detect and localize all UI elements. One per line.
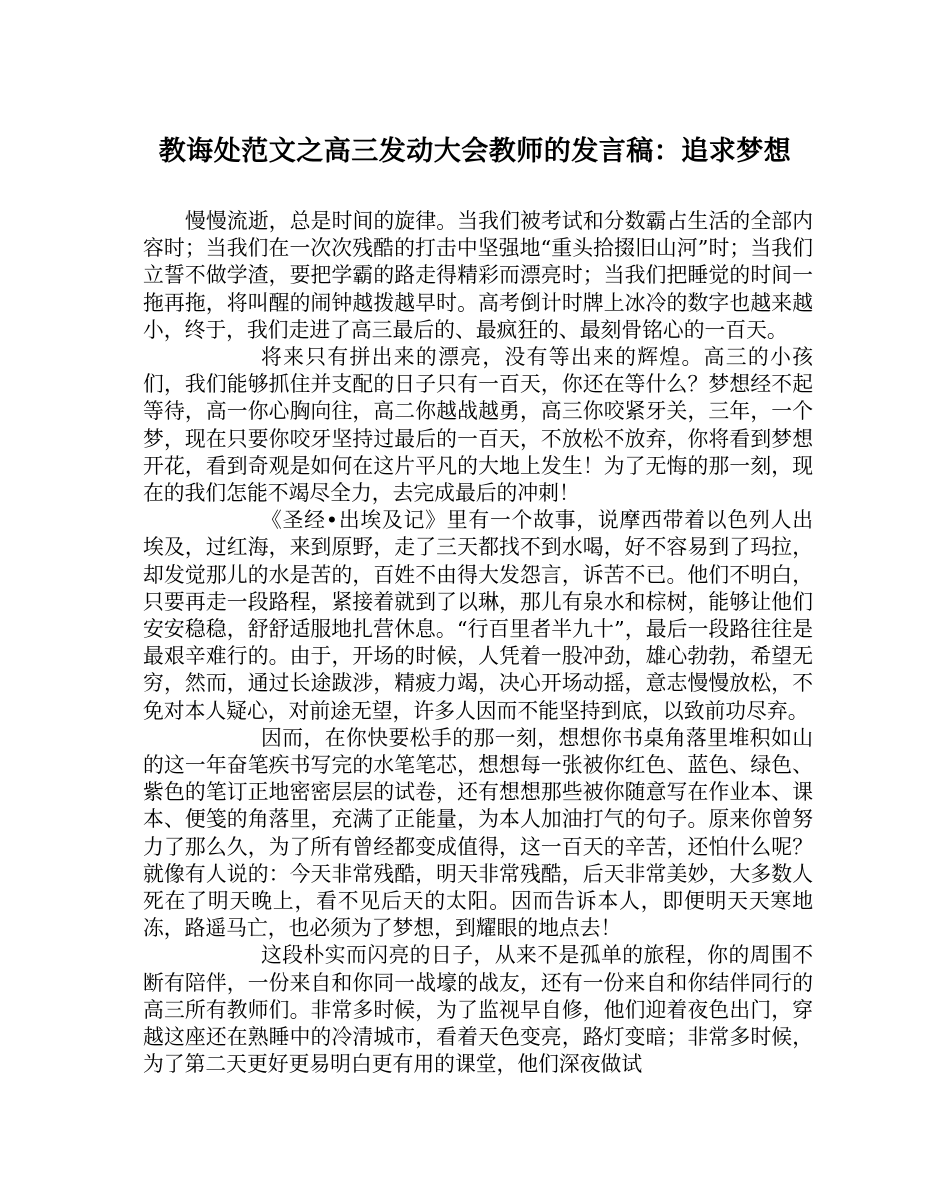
paragraph-1: 慢慢流逝，总是时间的旋律。当我们被考试和分数霸占生活的全部内容时；当我们在一次次残酷的打击中坚强地“重头拾掇旧山河”时；当我们立誓不做学渣，要把学霸的路走得精彩而漂亮时；当我们把睡觉的时间一拖再拖，将叫醒的闹钟越拨越早时。高考倒计时牌上冰冷的数字也越来越小，终于，我们走进了高三最后的、最疯狂的、最刻骨铭心的一百天。: [143, 209, 813, 342]
paragraph-3: 《圣经•出埃及记》里有一个故事，说摩西带着以色列人出埃及，过红海，来到原野，走了三天都找不到水喝，好不容易到了玛拉，却发觉那儿的水是苦的，百姓不由得大发怨言，诉苦不已。他们不明白，只要再走一段路程，紧接着就到了以琳，那儿有泉水和棕树，能够让他们安安稳稳，舒舒适服地扎营休息。“行百里者半九十”，最后一段路往往是最艰辛难行的。由于，开场的时候，人凭着一股冲劲，雄心勃勃，希望无穷，然而，通过长途跋涉，精疲力竭，决心开场动摇，意志慢慢放松，不免对本人疑心，对前途无望，许多人因而不能坚持到底，以致前功尽弃。: [143, 508, 813, 723]
document-body: [143, 208, 813, 1079]
paragraph-4: 因而，在你快要松手的那一刻，想想你书桌角落里堆积如山的这一年奋笔疾书写完的水笔笔芯，想想每一张被你红色、蓝色、绿色、紫色的笔订正地密密层层的试卷，还有想想那些被你随意写在作业本、课本、便笺的角落里，充满了正能量，为本人加油打气的句子。原来你曾努力了那么久，为了所有曾经都变成值得，这一百天的辛苦，还怕什么呢？就像有人说的：今天非常残酷，明天非常残酷，后天非常美妙，大多数人死在了明天晚上，看不见后天的太阳。因而告诉本人，即便明天天寒地冻，路遥马亡，也必须为了梦想，到耀眼的地点去！: [143, 725, 813, 941]
document-title: 教诲处范文之高三发动大会教师的发言稿：追求梦想: [158, 136, 792, 167]
paragraph-2: 将来只有拼出来的漂亮，没有等出来的辉煌。高三的小孩们，我们能够抓住并支配的日子只有一百天，你还在等什么？梦想经不起等待，高一你心胸向往，高二你越战越勇，高三你咬紧牙关，三年，一个梦，现在只要你咬牙坚持过最后的一百天，不放松不放弃，你将看到梦想开花，看到奇观是如何在这片平凡的大地上发生！为了无悔的那一刻，现在的我们怎能不竭尽全力，去完成最后的冲刺！: [143, 345, 813, 506]
paragraph-5: 这段朴实而闪亮的日子，从来不是孤单的旅程，你的周围不断有陪伴，一份来自和你同一战壕的战友，还有一份来自和你结伴同行的高三所有教师们。非常多时候，为了监视早自修，他们迎着夜色出门，穿越这座还在熟睡中的冷清城市，看着天色变亮，路灯变暗；非常多时候，为了第二天更好更易明白更有用的课堂，他们深夜做试: [143, 943, 813, 1077]
